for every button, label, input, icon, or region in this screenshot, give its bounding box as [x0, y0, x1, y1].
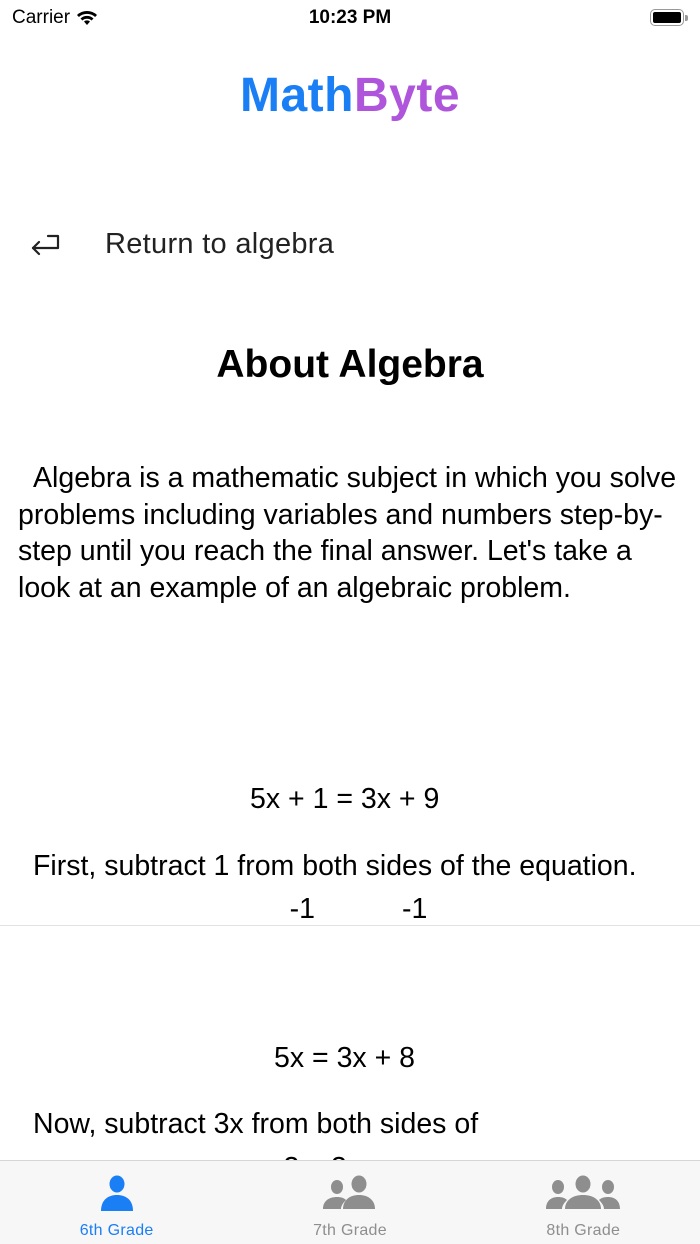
- equation-1-line-1: 5x + 1 = 3x + 9: [250, 783, 440, 815]
- tab-label: 8th Grade: [546, 1222, 621, 1239]
- tab-7th-grade[interactable]: [233, 1161, 466, 1244]
- page-title: About Algebra: [216, 343, 484, 386]
- tab-label: 6th Grade: [79, 1222, 154, 1239]
- divider: [0, 925, 700, 926]
- step-2-text: Now, subtract 3x from both sides of: [33, 1108, 479, 1140]
- step-1-text: First, subtract 1 from both sides of the equation.: [33, 850, 637, 882]
- tab-8th-grade[interactable]: [467, 1161, 700, 1244]
- status-bar: [0, 0, 700, 40]
- app-logo: [0, 68, 700, 123]
- battery-full-icon: [650, 9, 684, 26]
- logo-math: Math: [239, 69, 354, 122]
- intro-text: Algebra is a mathematic subject in which you solve problems including variables and numbers step-by-step until you reach the final answer. Let's take a look at an example of an algebraic problem.: [18, 462, 677, 604]
- carrier-label: Carrier: [12, 7, 71, 28]
- logo-byte: Byte: [353, 69, 461, 122]
- person-2-icon: [323, 1175, 377, 1211]
- return-label: Return to algebra: [105, 228, 335, 260]
- return-to-algebra-button[interactable]: [28, 228, 334, 261]
- status-time: 10:23 PM: [308, 7, 392, 28]
- equation-2-line-1: 5x = 3x + 8: [274, 1042, 416, 1074]
- tab-6th-grade[interactable]: [0, 1161, 233, 1244]
- person-icon: [100, 1175, 134, 1211]
- intro-paragraph: [18, 460, 688, 606]
- tab-bar: [0, 1160, 700, 1244]
- equation-1-line-2: -1 -1: [250, 892, 428, 925]
- tab-label: 7th Grade: [313, 1222, 387, 1239]
- return-arrow-icon: [28, 231, 62, 259]
- person-3-icon: [546, 1175, 620, 1211]
